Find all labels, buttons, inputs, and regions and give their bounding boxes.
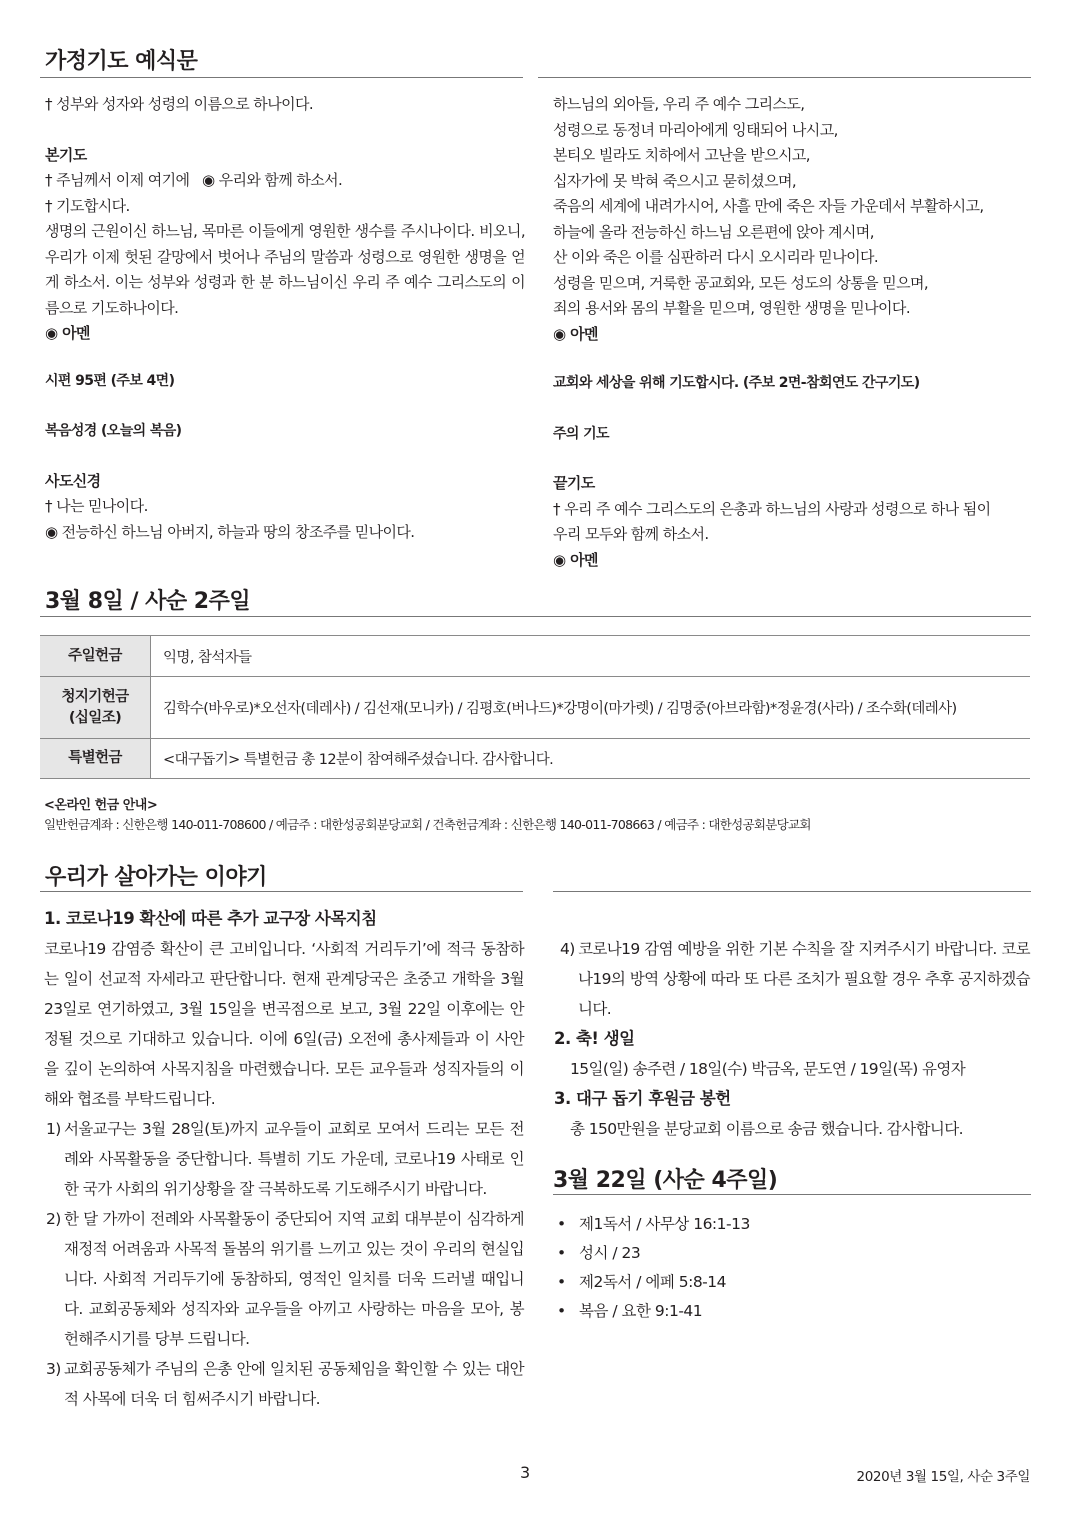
list-item-text: 서울교구는 3월 28일(토)까지 교우들이 교회로 모여서 드리는 모든 전례와 사목활동을 중단합니다. 특별히 기도 가운데, 코로나19 사태로 인한 국가 사회의 위기상황을 잘 극복하도록 기도해주시기 바랍니다.	[64, 1120, 524, 1198]
intercession-label: 교회와 세상을 위해 기도합시다. (주보 2면-참회연도 간구기도)	[553, 375, 920, 391]
list-item	[44, 1204, 524, 1354]
offerings-table	[40, 635, 1030, 779]
story-heading: 3. 대구 돕기 후원금 봉헌	[554, 1089, 731, 1108]
closing-amen: ◉ 아멘	[553, 550, 598, 569]
list-item: • 제1독서 / 사무상 16:1-13	[553, 1210, 1031, 1239]
stories-right-column	[554, 934, 1030, 1144]
creed-heading: 사도신경	[45, 471, 101, 490]
list-item-number: 2)	[46, 1210, 61, 1228]
list-item-text: 교회공동체가 주님의 은총 안에 일치된 공동체임을 확인할 수 있는 대안적 사목에 더욱 더 힘써주시기 바랍니다.	[64, 1360, 524, 1408]
table-row	[40, 636, 1030, 677]
list-item-text: 코로나19 감염 예방을 위한 기본 수칙을 잘 지켜주시기 바랍니다. 코로나19의 방역 상황에 따라 또 다른 조치가 필요할 경우 추후 공지하겠습니다.	[578, 940, 1030, 1018]
offering-label: 주일헌금	[40, 636, 151, 677]
readings-list	[553, 1210, 1031, 1326]
creed-amen: ◉ 아멘	[553, 324, 598, 343]
title-rule	[40, 77, 523, 78]
title-rule-right	[538, 77, 1031, 78]
readings-title: 3월 22일 (사순 4주일)	[553, 1168, 778, 1193]
list-item-text: 한 달 가까이 전례와 사목활동이 중단되어 지역 교회 대부분이 심각하게 재정적 어려움과 사목적 돌봄의 위기를 느끼고 있는 것이 우리의 현실입니다. 사회적 거리두기에 동참하되, 영적인 일치를 더욱 드러낼 때입니다. 교회공동체와 성직자와 교우들을 아끼고 사랑하는 마음을 모아, 봉헌해주시기를 당부 드립니다.	[64, 1210, 524, 1348]
offering-label: 특별헌금	[40, 739, 151, 779]
collect-versicle: † 주님께서 이제 여기에 ◉ 우리와 함께 하소서.	[45, 171, 343, 189]
list-item-number: 1)	[46, 1120, 61, 1138]
offering-label: 청지기헌금 (십일조)	[40, 677, 151, 739]
list-item-number: 3)	[46, 1360, 61, 1378]
bullet-icon: •	[557, 1302, 566, 1320]
page-number: 3	[520, 1463, 531, 1482]
collect-heading: 본기도	[45, 145, 87, 164]
closing-heading: 끝기도	[553, 474, 595, 492]
lords-prayer-label: 주의 기도	[553, 425, 609, 442]
creed-line: 산 이와 죽은 이를 심판하러 다시 오시리라 믿나이다.	[553, 248, 879, 266]
collect-amen: ◉ 아멘	[45, 324, 90, 342]
story-heading: 1. 코로나19 확산에 따른 추가 교구장 사목지침	[44, 909, 377, 928]
creed-line: 하느님의 외아들, 우리 주 예수 그리스도,	[553, 95, 805, 113]
table-row	[40, 739, 1030, 779]
offering-value: 김학수(바우로)*오선자(데레사) / 김선재(모니카) / 김평호(버나드)*강명이(마가렛) / 김명중(아브라함)*정윤경(사라) / 조수화(데레사)	[151, 677, 1031, 739]
gospel-label: 복음성경 (오늘의 복음)	[45, 423, 182, 439]
story-text: 코로나19 감염증 확산이 큰 고비입니다. ‘사회적 거리두기’에 적극 동참하는 일이 선교적 자세라고 판단합니다. 현재 관계당국은 초중고 개학을 3월 23일로 연기하였고, 3월 15일을 변곡점으로 보고, 3월 22일 이후에는 안정될 것으로 기대하고 있습니다. 이에 6일(금) 오전에 총사제들과 이 사안을 깊이 논의하여 사목지침을 마련했습니다. 모든 교우들과 성직자들의 이해와 협조를 부탁드립니다.	[44, 940, 524, 1108]
offering-value: 익명, 참석자들	[151, 636, 1031, 677]
stories-rule	[40, 891, 523, 892]
creed-line: 성령으로 동정녀 마리아에게 잉태되어 나시고,	[553, 120, 838, 139]
story-heading: 2. 축! 생일	[554, 1029, 635, 1048]
footer-date: 2020년 3월 15일, 사순 3주일	[856, 1469, 1030, 1485]
bullet-icon: •	[557, 1273, 566, 1291]
story-text: 총 150만원을 분당교회 이름으로 송금 했습니다. 감사합니다.	[570, 1120, 963, 1138]
stories-rule-right	[553, 891, 1031, 892]
table-row	[40, 677, 1030, 739]
online-offering-heading: <온라인 헌금 안내>	[44, 798, 158, 813]
list-item-number: 4)	[560, 940, 575, 958]
online-offering-accounts: 일반헌금계좌 : 신한은행 140-011-708600 / 예금주 : 대한성공회분당교회 / 건축헌금계좌 : 신한은행 140-011-708663 / 예금주 : 대한성공회분당교회	[44, 817, 811, 832]
creed-line: 하늘에 올라 전능하신 하느님 오른편에 앉아 계시며,	[553, 222, 874, 241]
list-item: • 제2독서 / 에페 5:8-14	[553, 1268, 1031, 1297]
stories-title: 우리가 살아가는 이야기	[45, 865, 267, 890]
readings-rule	[553, 1194, 1031, 1195]
psalm-label: 시편 95편 (주보 4면)	[45, 372, 175, 389]
creed-lines	[553, 92, 1033, 322]
worship-left-column	[45, 92, 525, 545]
closing-line: † 우리 주 예수 그리스도의 은총과 하느님의 사랑과 성령으로 하나 됨이	[553, 499, 991, 518]
list-item	[558, 934, 1030, 1024]
collect-invitation: † 기도합시다.	[45, 196, 130, 215]
creed-line: 본티오 빌라도 치하에서 고난을 받으시고,	[553, 146, 810, 164]
list-item	[44, 1114, 524, 1204]
creed-line: 죄의 용서와 몸의 부활을 믿으며, 영원한 생명을 믿나이다.	[553, 299, 910, 317]
offerings-title: 3월 8일 / 사순 2주일	[45, 589, 251, 614]
bullet-icon: •	[557, 1244, 566, 1262]
creed-line: 성령을 믿으며, 거룩한 공교회와, 모든 성도의 상통을 믿으며,	[553, 273, 929, 292]
bullet-icon: •	[557, 1215, 566, 1233]
offering-value: <대구돕기> 특별헌금 총 12분이 참여해주셨습니다. 감사합니다.	[151, 739, 1031, 779]
closing-line: 우리 모두와 함께 하소서.	[553, 525, 709, 543]
story-text: 15일(일) 송주련 / 18일(수) 박금옥, 문도연 / 19일(목) 유영자	[570, 1060, 966, 1078]
creed-line: 십자가에 못 박혀 죽으시고 묻히셨으며,	[553, 171, 797, 190]
creed-versicle: † 나는 믿나이다.	[45, 497, 148, 515]
creed-line: 죽음의 세계에 내려가시어, 사흘 만에 죽은 자들 가운데서 부활하시고,	[553, 197, 984, 215]
worship-title: 가정기도 예식문	[45, 49, 198, 74]
opening-verse: † 성부와 성자와 성령의 이름으로 하나이다.	[45, 95, 314, 113]
creed-response: ◉ 전능하신 하느님 아버지, 하늘과 땅의 창조주를 믿나이다.	[45, 522, 415, 541]
collect-text: 생명의 근원이신 하느님, 목마른 이들에게 영원한 생수를 주시나이다. 비오니, 우리가 이제 헛된 갈망에서 벗어나 주님의 말씀과 성령으로 영원한 생명을 얻게 하소서. 이는 성부와 성령과 한 분 하느님이신 우리 주 예수 그리스도의 이름으로 기도하나이다.	[45, 222, 525, 317]
worship-right-column	[553, 92, 1033, 573]
list-item: • 성시 / 23	[553, 1239, 1031, 1268]
list-item	[44, 1354, 524, 1414]
stories-left-column	[44, 904, 524, 1414]
list-item: • 복음 / 요한 9:1-41	[553, 1297, 1031, 1326]
offerings-rule	[40, 616, 1031, 617]
